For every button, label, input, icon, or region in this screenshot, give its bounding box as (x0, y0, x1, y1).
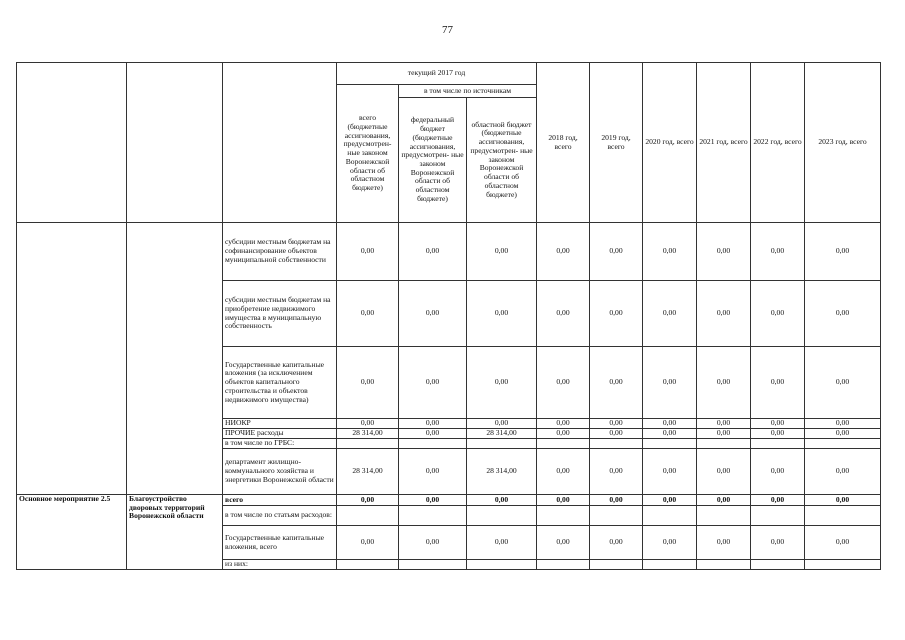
name-cell (127, 223, 223, 495)
value-cell: 0,00 (805, 419, 881, 429)
value-cell: 0,00 (467, 419, 537, 429)
regional-header: областной бюджет (бюджетные ассигнования, предусмотрен- ные законом Воронежской области об областном бюджете) (467, 98, 537, 223)
value-cell: 0,00 (537, 223, 590, 281)
value-cell: 0,00 (643, 526, 697, 560)
value-cell (805, 506, 881, 526)
value-cell (537, 560, 590, 570)
value-cell: 0,00 (697, 526, 751, 560)
value-cell: 0,00 (805, 526, 881, 560)
value-cell: 0,00 (805, 223, 881, 281)
value-cell (467, 560, 537, 570)
value-cell (697, 560, 751, 570)
value-cell: 0,00 (537, 449, 590, 495)
row-label: субсидии местным бюджетам на софинансирование объектов муниципальной собственности (223, 223, 337, 281)
value-cell (751, 506, 805, 526)
value-cell: 0,00 (337, 347, 399, 419)
value-cell: 0,00 (537, 526, 590, 560)
value-cell: 0,00 (697, 449, 751, 495)
by-sources-header: в том числе по источникам (399, 85, 537, 98)
value-cell: 0,00 (805, 495, 881, 506)
row-label: ПРОЧИЕ расходы (223, 429, 337, 439)
value-cell: 0,00 (643, 449, 697, 495)
year-2020-header: 2020 год, всего (643, 63, 697, 223)
row-label: Государственные капитальные вложения (за исключением объектов капитального строительства и объектов недвижимого имущества) (223, 347, 337, 419)
value-cell: 0,00 (399, 429, 467, 439)
value-cell (399, 439, 467, 449)
value-cell: 0,00 (467, 347, 537, 419)
value-cell: 0,00 (643, 429, 697, 439)
year-2023-header: 2023 год, всего (805, 63, 881, 223)
value-cell: 0,00 (337, 223, 399, 281)
value-cell: 0,00 (643, 495, 697, 506)
value-cell: 0,00 (643, 223, 697, 281)
row-label: субсидии местным бюджетам на приобретение недвижимого имущества в муниципальную собственность (223, 281, 337, 347)
value-cell: 28 314,00 (337, 429, 399, 439)
value-cell: 0,00 (751, 419, 805, 429)
value-cell: 0,00 (337, 281, 399, 347)
value-cell: 0,00 (805, 281, 881, 347)
value-cell (643, 560, 697, 570)
value-cell: 0,00 (697, 495, 751, 506)
row-label: Государственные капитальные вложения, всего (223, 526, 337, 560)
header-blank-cell (223, 63, 337, 223)
value-cell: 0,00 (399, 495, 467, 506)
row-label: в том числе по ГРБС: (223, 439, 337, 449)
value-cell: 0,00 (751, 223, 805, 281)
value-cell: 0,00 (337, 419, 399, 429)
value-cell (467, 506, 537, 526)
activity-cell (17, 223, 127, 495)
value-cell (643, 439, 697, 449)
value-cell: 0,00 (590, 429, 643, 439)
value-cell: 0,00 (537, 419, 590, 429)
value-cell: 0,00 (751, 429, 805, 439)
value-cell (337, 439, 399, 449)
value-cell: 0,00 (805, 429, 881, 439)
value-cell (337, 506, 399, 526)
value-cell: 0,00 (697, 347, 751, 419)
value-cell: 0,00 (399, 419, 467, 429)
value-cell: 28 314,00 (467, 449, 537, 495)
value-cell: 0,00 (399, 449, 467, 495)
row-label: в том числе по статьям расходов: (223, 506, 337, 526)
value-cell: 0,00 (537, 495, 590, 506)
value-cell: 0,00 (399, 281, 467, 347)
value-cell (537, 506, 590, 526)
value-cell: 0,00 (467, 281, 537, 347)
value-cell: 0,00 (590, 449, 643, 495)
value-cell: 0,00 (751, 281, 805, 347)
budget-table (16, 62, 881, 570)
value-cell: 0,00 (697, 419, 751, 429)
value-cell: 0,00 (399, 223, 467, 281)
value-cell (751, 439, 805, 449)
value-cell: 0,00 (537, 347, 590, 419)
value-cell: 0,00 (399, 347, 467, 419)
value-cell: 0,00 (590, 223, 643, 281)
value-cell: 0,00 (643, 347, 697, 419)
value-cell: 0,00 (590, 495, 643, 506)
value-cell (590, 439, 643, 449)
value-cell: 0,00 (697, 281, 751, 347)
value-cell: 0,00 (467, 223, 537, 281)
row-label: департамент жилищно-коммунального хозяйства и энергетики Воронежской области (223, 449, 337, 495)
value-cell: 28 314,00 (467, 429, 537, 439)
value-cell (697, 506, 751, 526)
value-cell (399, 560, 467, 570)
year-2022-header: 2022 год, всего (751, 63, 805, 223)
header-row-1 (17, 63, 881, 85)
value-cell (697, 439, 751, 449)
current-year-header: текущий 2017 год (337, 63, 537, 85)
total-header: всего (бюджетные ассигнования, предусмотрен- ные законом Воронежской области об областном бюджете) (337, 85, 399, 223)
value-cell: 28 314,00 (337, 449, 399, 495)
value-cell (643, 506, 697, 526)
value-cell: 0,00 (805, 347, 881, 419)
value-cell: 0,00 (590, 419, 643, 429)
value-cell (590, 560, 643, 570)
table-row (17, 495, 881, 506)
value-cell: 0,00 (467, 495, 537, 506)
value-cell (337, 560, 399, 570)
table-row (17, 223, 881, 281)
value-cell (805, 560, 881, 570)
activity-label: Основное мероприятие 2.5 (17, 495, 127, 570)
value-cell: 0,00 (537, 429, 590, 439)
year-2021-header: 2021 год, всего (697, 63, 751, 223)
value-cell (399, 506, 467, 526)
value-cell (805, 439, 881, 449)
value-cell: 0,00 (751, 495, 805, 506)
value-cell: 0,00 (643, 419, 697, 429)
value-cell: 0,00 (751, 449, 805, 495)
value-cell: 0,00 (337, 495, 399, 506)
value-cell: 0,00 (590, 281, 643, 347)
row-label: из них: (223, 560, 337, 570)
year-2019-header: 2019 год, всего (590, 63, 643, 223)
value-cell: 0,00 (643, 281, 697, 347)
value-cell: 0,00 (697, 223, 751, 281)
value-cell (467, 439, 537, 449)
row-label: НИОКР (223, 419, 337, 429)
value-cell (537, 439, 590, 449)
row-label: всего (223, 495, 337, 506)
value-cell: 0,00 (467, 526, 537, 560)
value-cell: 0,00 (590, 347, 643, 419)
value-cell: 0,00 (537, 281, 590, 347)
value-cell: 0,00 (751, 526, 805, 560)
value-cell (590, 506, 643, 526)
year-2018-header: 2018 год, всего (537, 63, 590, 223)
value-cell: 0,00 (805, 449, 881, 495)
value-cell: 0,00 (590, 526, 643, 560)
value-cell: 0,00 (399, 526, 467, 560)
value-cell: 0,00 (337, 526, 399, 560)
activity-name: Благоустройство дворовых территорий Воронежской области (127, 495, 223, 570)
federal-header: федеральный бюджет (бюджетные ассигнования, предусмотрен- ные законом Воронежской области об областном бюджете) (399, 98, 467, 223)
value-cell (751, 560, 805, 570)
value-cell: 0,00 (751, 347, 805, 419)
page-number: 77 (442, 24, 453, 36)
header-blank-cell (127, 63, 223, 223)
value-cell: 0,00 (697, 429, 751, 439)
header-blank-cell (17, 63, 127, 223)
